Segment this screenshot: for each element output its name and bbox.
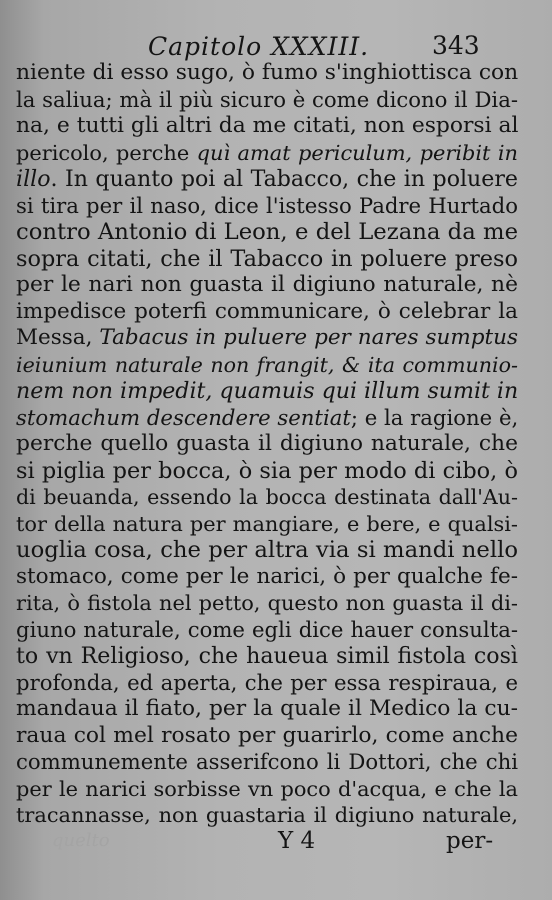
roman-text: per le nari non guasta il digiuno naturale, nè: [16, 272, 518, 297]
roman-text: rita, ò fistola nel petto, questo non guasta il di-: [16, 591, 518, 615]
roman-text: communemente asserifcono li Dottori, che chi: [16, 749, 518, 774]
text-line: [16, 378, 518, 405]
roman-text: uoglia cosa, che per altra via si mandi nello: [16, 537, 518, 563]
text-line: [16, 219, 518, 246]
text-line: [16, 537, 518, 564]
roman-text: giuno naturale, come egli dice hauer consulta-: [16, 616, 518, 642]
text-line: [16, 670, 518, 697]
text-line: [16, 643, 518, 670]
roman-text: sopra citati, che il Tabacco in poluere preso: [16, 245, 518, 272]
text-line: [16, 405, 518, 432]
text-line: [16, 113, 518, 140]
roman-text: na, e tutti gli altri da me citati, non esporsi al: [16, 113, 519, 138]
text-line: [16, 166, 518, 193]
text-line: [16, 484, 518, 511]
text-line: [16, 802, 518, 829]
roman-text: to vn Religioso, che haueua simil fistola così: [16, 643, 518, 669]
text-line: [16, 325, 518, 352]
text-line: [16, 299, 518, 326]
text-line: [16, 564, 518, 591]
body-text: [16, 60, 518, 829]
roman-text: tracannasse, non guastaria il digiuno naturale,: [16, 803, 518, 827]
roman-text: per le narici sorbisse vn poco d'acqua, e che la: [16, 776, 518, 801]
text-line: [16, 590, 518, 617]
roman-text: . In quanto poi al Tabacco, che in poluere: [50, 166, 518, 192]
text-line: [16, 60, 518, 87]
running-title: Capitolo XXXIII.: [148, 32, 370, 61]
italic-text: Tabacus in puluere per nares sumptus: [99, 325, 518, 350]
text-line: [16, 352, 518, 379]
roman-text: ; e la ragione è,: [350, 404, 519, 430]
text-line: [16, 246, 518, 273]
roman-text: impedisce poterfi communicare, ò celebrar la: [16, 298, 518, 324]
text-line: [16, 511, 518, 538]
text-line: [16, 458, 518, 485]
text-line: [16, 776, 518, 803]
roman-text: raua col mel rosato per guarirlo, come anche: [16, 722, 518, 748]
roman-text: mandaua il fiato, per la quale il Medico la cu-: [16, 696, 518, 721]
italic-text: illo: [16, 166, 51, 192]
roman-text: si tira per il naso, dice l'istesso Padre Hurtado: [16, 192, 518, 218]
italic-text: nem non impedit, quamuis qui illum sumit in: [16, 378, 519, 404]
catchword: per-: [446, 828, 494, 854]
roman-text: stomaco, come per le narici, ò per qualche fe-: [16, 563, 518, 589]
text-line: [16, 193, 518, 220]
roman-text: la saliua; mà il più sicuro è come dicono il Dia-: [16, 86, 518, 112]
text-line: [16, 723, 518, 750]
signature-mark: Y 4: [278, 828, 316, 854]
italic-text: quì amat periculum, peribit in: [196, 140, 518, 165]
roman-text: tor della natura per mangiare, e bere, e qualsi-: [16, 511, 518, 536]
text-line: [16, 617, 518, 644]
text-line: [16, 272, 518, 299]
text-line: [16, 749, 518, 776]
page-number: 343: [432, 31, 480, 60]
page-footer: [0, 828, 552, 858]
text-line: [16, 431, 518, 458]
text-line: [16, 140, 518, 167]
italic-text: stomachum descendere sentiat: [16, 404, 351, 430]
roman-text: Messa,: [16, 325, 100, 350]
roman-text: profonda, ed aperta, che per essa respiraua, e: [16, 669, 518, 695]
italic-text: ieiunium naturale non frangit, & ita communio-: [16, 352, 518, 377]
roman-text: si piglia per bocca, ò sia per modo di cibo, ò: [16, 457, 518, 484]
roman-text: pericolo, perche: [16, 140, 197, 165]
roman-text: di beuanda, essendo la bocca destinata dall'Au-: [16, 485, 518, 509]
text-line: [16, 87, 518, 114]
roman-text: niente di esso sugo, ò fumo s'inghiottisca con: [16, 60, 519, 85]
bleed-through-text: quelto: [52, 830, 110, 851]
roman-text: contro Antonio di Leon, e del Lezana da me: [16, 219, 518, 245]
roman-text: perche quello guasta il digiuno naturale, che: [16, 431, 518, 456]
text-line: [16, 696, 518, 723]
